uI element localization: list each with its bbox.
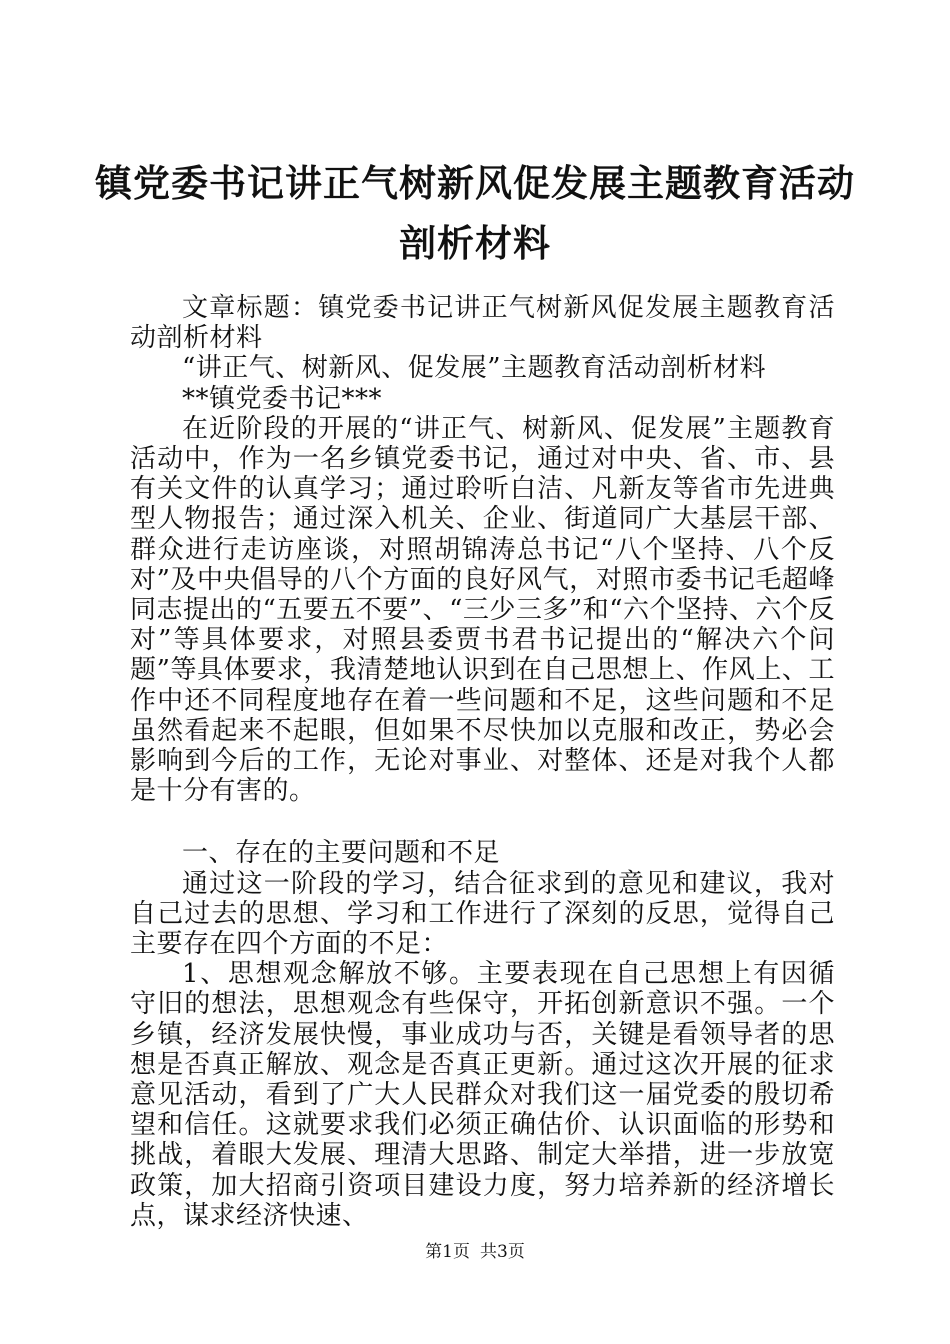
document-title-line-1: 镇党委书记讲正气树新风促发展主题教育活动 (95, 161, 855, 205)
subtitle-paragraph: “讲正气、树新风、促发展”主题教育活动剖析材料 (182, 353, 767, 384)
document-title-line-2: 剖析材料 (399, 221, 551, 265)
section-heading: 一、存在的主要问题和不足 (182, 838, 501, 869)
page-total: 共3页 (480, 1242, 525, 1262)
page-footer (0, 1240, 950, 1264)
document-body (130, 293, 835, 1231)
article-title-paragraph: 文章标题：镇党委书记讲正气树新风促发展主题教育活动剖析材料 (130, 293, 835, 354)
author-line: **镇党委书记*** (182, 383, 383, 414)
section-intro-paragraph: 通过这一阶段的学习，结合征求到的意见和建议，我对自己过去的思想、学习和工作进行了深刻的反思，觉得自己主要存在四个方面的不足： (130, 868, 835, 960)
page-number: 第1页 (425, 1242, 470, 1262)
intro-paragraph: 在近阶段的开展的“讲正气、树新风、促发展”主题教育活动中，作为一名乡镇党委书记，通过对中央、省、市、县有关文件的认真学习；通过聆听白洁、凡新友等省市先进典型人物报告；通过深入机关、企业、街道同广大基层干部、群众进行走访座谈，对照胡锦涛总书记“八个坚持、八个反对”及中央倡导的八个方面的良好风气，对照市委书记毛超峰同志提出的“五要五不要”、“三少三多”和“六个坚持、六个反对”等具体要求，对照县委贾书君书记提出的“解决六个问题”等具体要求，我清楚地认识到在自己思想上、作风上、工作中还不同程度地存在着一些问题和不足，这些问题和不足虽然看起来不起眼，但如果不尽快加以克服和改正，势必会影响到今后的工作，无论对事业、对整体、还是对我个人都是十分有害的。 (130, 413, 835, 807)
point-1-paragraph: 1、思想观念解放不够。主要表现在自己思想上有因循守旧的想法，思想观念有些保守，开拓创新意识不强。一个乡镇，经济发展快慢，事业成功与否，关键是看领导者的思想是否真正解放、观念是否真正更新。通过这次开展的征求意见活动，看到了广大人民群众对我们这一届党委的殷切希望和信任。这就要求我们必须正确估价、认识面临的形势和挑战，着眼大发展、理清大思路、制定大举措，进一步放宽政策，加大招商引资项目建设力度，努力培养新的经济增长点，谋求经济快速、 (130, 959, 835, 1231)
